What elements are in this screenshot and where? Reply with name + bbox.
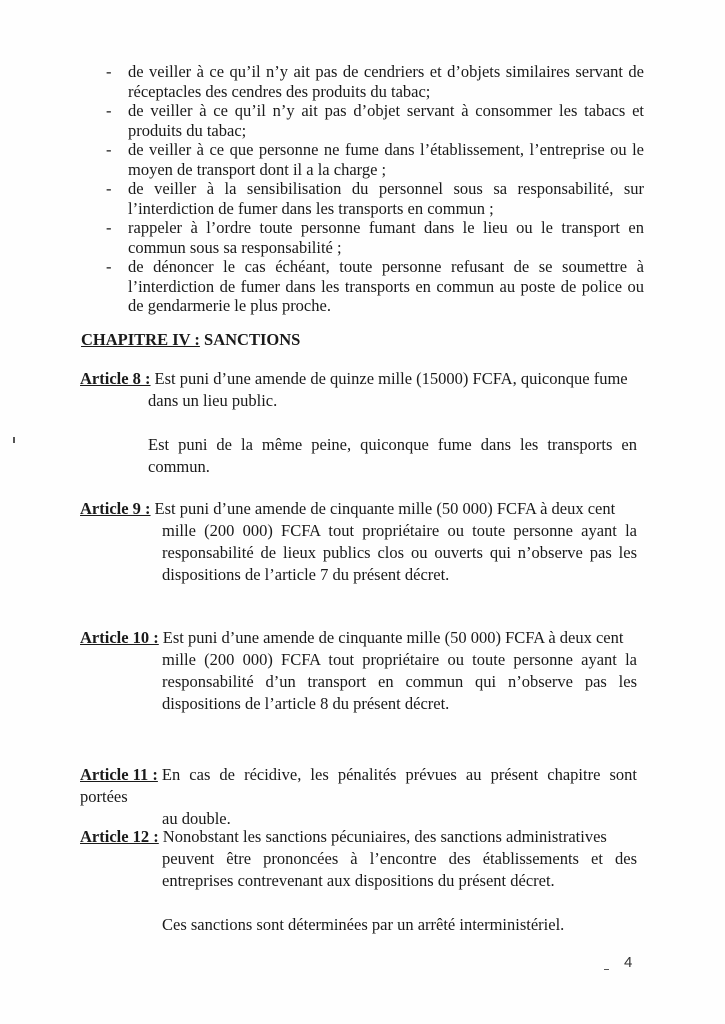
article-text-continued: peuvent être prononcées à l’encontre des établissements et des entreprises contrevenant aux dispositions du présent décret.: [162, 849, 637, 890]
article-text-continued: dans un lieu public.: [148, 391, 278, 410]
article-label: Article 8 :: [80, 369, 151, 388]
list-item: [104, 62, 644, 101]
list-item-text: de veiller à la sensibilisation du personnel sous sa responsabilité, sur l’interdiction de fumer dans les transports en commun ;: [128, 179, 644, 218]
article-10: [80, 627, 637, 715]
article-text-continued: mille (200 000) FCFA tout propriétaire ou toute personne ayant la responsabilité de lieux publics clos ou ouverts qui n’observe pas les dispositions de l’article 7 du présent décret.: [162, 521, 637, 584]
chapter-title: SANCTIONS: [204, 330, 301, 349]
list-item-text: de veiller à ce que personne ne fume dans l’établissement, l’entreprise ou le moyen de transport dont il a la charge ;: [128, 140, 644, 179]
list-item: [104, 140, 644, 179]
scan-speck: [604, 969, 609, 970]
list-item-text: de veiller à ce qu’il n’y ait pas d’objet servant à consommer les tabacs et produits du tabac;: [128, 101, 644, 140]
article-text: Est puni d’une amende de cinquante mille (50 000) FCFA à deux cent: [154, 499, 616, 518]
list-item: [104, 101, 644, 140]
chapter-label: CHAPITRE IV :: [81, 330, 200, 349]
article-text: Est puni d’une amende de quinze mille (15000) FCFA, quiconque fume: [154, 369, 628, 388]
bullet-dash: -: [106, 140, 112, 159]
article-text: Est puni d’une amende de cinquante mille (50 000) FCFA à deux cent: [162, 628, 624, 647]
list-item: [104, 257, 644, 316]
bullet-dash: -: [106, 101, 112, 120]
article-text: En cas de récidive, les pénalités prévues au présent chapitre sont portées: [80, 765, 637, 806]
article-12: [80, 826, 637, 936]
bullet-dash: -: [106, 179, 112, 198]
list-item-text: de dénoncer le cas échéant, toute personne refusant de se soumettre à l’interdiction de fumer dans les transports en commun au poste de police ou de gendarmerie le plus proche.: [128, 257, 644, 315]
obligations-list: [104, 62, 644, 316]
article-paragraph-2: Est puni de la même peine, quiconque fume dans les transports en commun.: [148, 435, 637, 476]
article-11: [80, 764, 637, 830]
bullet-dash: -: [106, 218, 112, 237]
list-item: [104, 179, 644, 218]
article-8: [80, 368, 637, 478]
article-label: Article 10 :: [80, 628, 159, 647]
article-text-continued: au double.: [162, 809, 231, 828]
page-number: 4: [624, 954, 633, 971]
article-9: [80, 498, 637, 586]
list-item: [104, 218, 644, 257]
article-label: Article 11 :: [80, 765, 158, 784]
chapter-heading: [81, 330, 300, 350]
scan-speck: [13, 437, 15, 443]
article-text: Nonobstant les sanctions pécuniaires, des sanctions administratives: [162, 827, 607, 846]
list-item-text: de veiller à ce qu’il n’y ait pas de cendriers et d’objets similaires servant de réceptacles des cendres des produits du tabac;: [128, 62, 644, 101]
list-item-text: rappeler à l’ordre toute personne fumant dans le lieu ou le transport en commun sous sa responsabilité ;: [128, 218, 644, 257]
bullet-dash: -: [106, 257, 112, 276]
bullet-dash: -: [106, 62, 112, 81]
article-text-continued: mille (200 000) FCFA tout propriétaire ou toute personne ayant la responsabilité d’un transport en commun qui n’observe pas les dispositions de l’article 8 du présent décret.: [162, 650, 637, 713]
article-paragraph-2: Ces sanctions sont déterminées par un arrêté interministériel.: [162, 915, 565, 934]
article-label: Article 12 :: [80, 827, 159, 846]
article-label: Article 9 :: [80, 499, 151, 518]
